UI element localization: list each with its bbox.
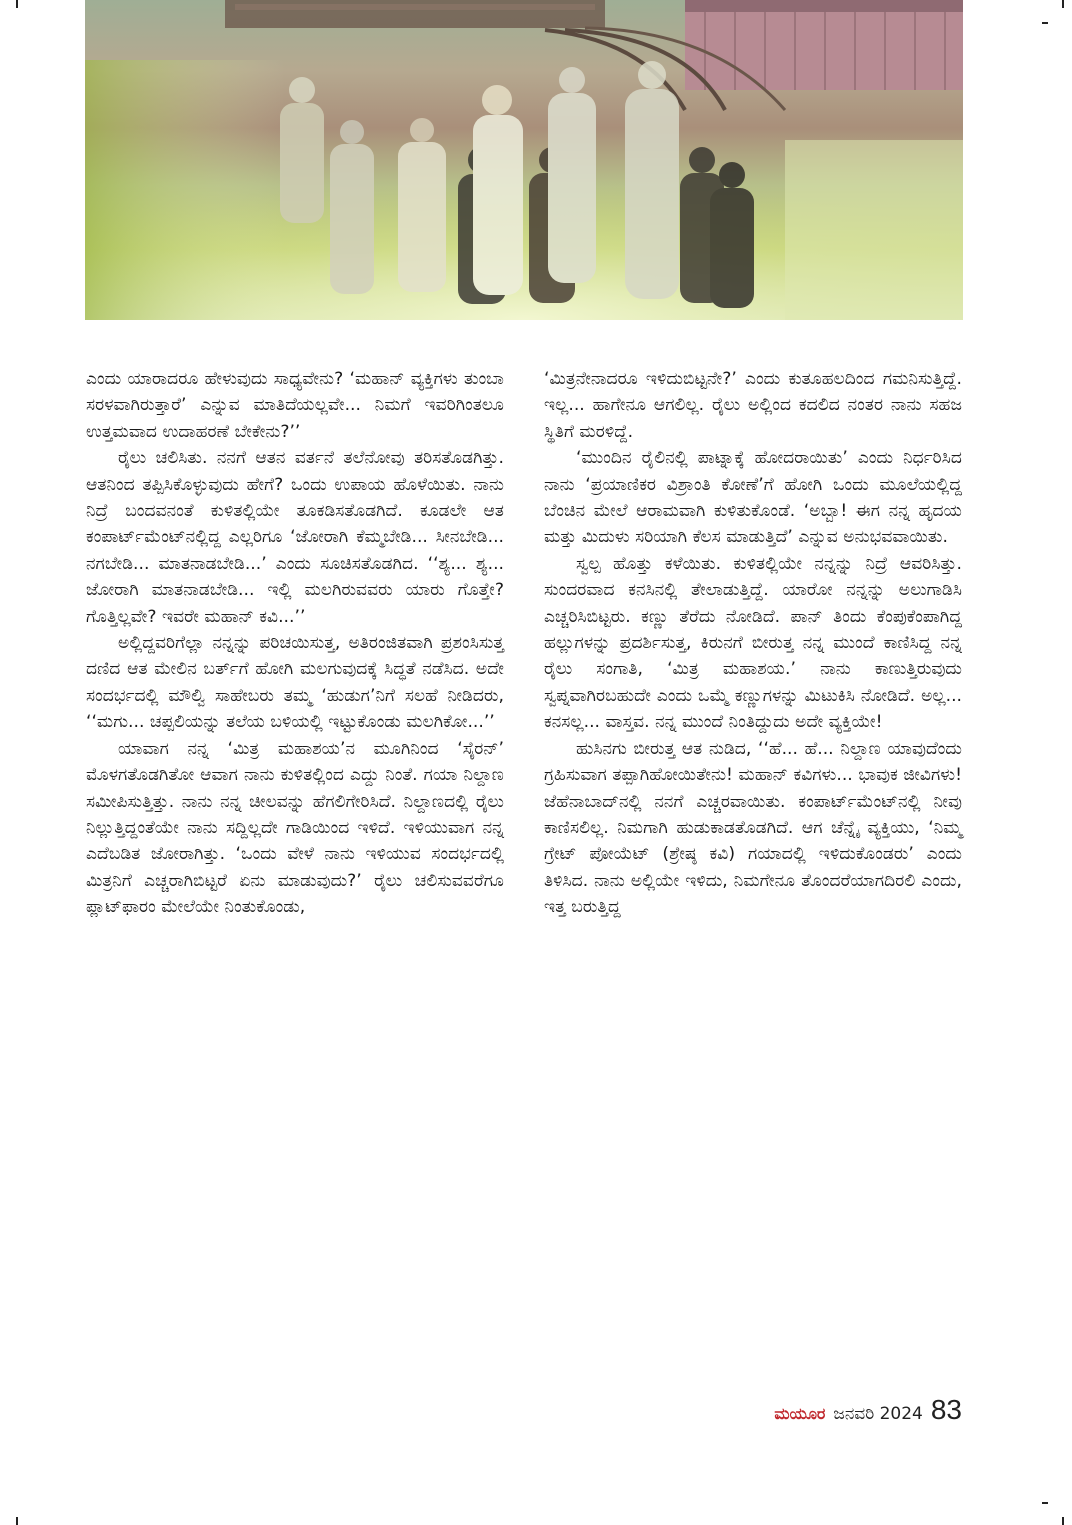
paragraph: ಅಲ್ಲಿದ್ದವರಿಗೆಲ್ಲಾ ನನ್ನನ್ನು ಪರಿಚಯಿಸುತ್ತ, ಅತಿರಂಜಿತವಾಗಿ ಪ್ರಶಂಸಿಸುತ್ತ ದಣಿದ ಆತ ಮೇಲಿನ ಬರ್ತ್‌ಗೆ ಹೋಗಿ ಮಲಗುವುದಕ್ಕೆ ಸಿದ್ಧತೆ ನಡೆಸಿದ. ಅದೇ ಸಂದರ್ಭದಲ್ಲಿ ಮೌಲ್ವಿ ಸಾಹೇಬರು ತಮ್ಮ ‘ಹುಡುಗ’ನಿಗೆ ಸಲಹೆ ನೀಡಿದರು, ‘‘ಮಗು... ಚಪ್ಪಲಿಯನ್ನು ತಲೆಯ ಬಳಿಯಲ್ಲಿ ಇಟ್ಟುಕೊಂಡು ಮಲಗಿಕೋ...’’ <box>86 633 504 733</box>
magazine-brand: ಮಯೂರ <box>774 1404 826 1423</box>
story-illustration <box>85 0 963 320</box>
paragraph: ‘ಮಿತ್ರನೇನಾದರೂ ಇಳಿದುಬಿಟ್ಟನೇ?’ ಎಂದು ಕುತೂಹಲದಿಂದ ಗಮನಿಸುತ್ತಿದ್ದೆ. ಇಲ್ಲ... ಹಾಗೇನೂ ಆಗಲಿಲ್ಲ. ರೈಲು ಅಲ್ಲಿಂದ ಕದಲಿದ ನಂತರ ನಾನು ಸಹಜ ಸ್ಥಿತಿಗೆ ಮರಳಿದ್ದೆ. <box>544 369 962 442</box>
article-column-left <box>86 366 504 921</box>
crop-mark <box>16 1517 18 1525</box>
issue-date: ಜನವರಿ 2024 <box>833 1404 923 1424</box>
people-at-railway-platform-illustration <box>85 0 963 320</box>
crop-mark <box>1042 1502 1048 1504</box>
crop-mark <box>1062 0 1064 8</box>
paragraph: ಎಂದು ಯಾರಾದರೂ ಹೇಳುವುದು ಸಾಧ್ಯವೇನು? ‘ಮಹಾನ್ ವ್ಯಕ್ತಿಗಳು ತುಂಬಾ ಸರಳವಾಗಿರುತ್ತಾರೆ’ ಎನ್ನುವ ಮಾತಿದೆಯಲ್ಲವೇ... ನಿಮಗೆ ಇವರಿಗಿಂತಲೂ ಉತ್ತಮವಾದ ಉದಾಹರಣೆ ಬೇಕೇನು?’’ <box>86 369 504 442</box>
page-number: 83 <box>930 1394 962 1425</box>
paragraph: ಸ್ವಲ್ಪ ಹೊತ್ತು ಕಳೆಯಿತು. ಕುಳಿತಲ್ಲಿಯೇ ನನ್ನನ್ನು ನಿದ್ರೆ ಆವರಿಸಿತ್ತು. ಸುಂದರವಾದ ಕನಸಿನಲ್ಲಿ ತೇಲಾಡುತ್ತಿದ್ದೆ. ಯಾರೋ ನನ್ನನ್ನು ಅಲುಗಾಡಿಸಿ ಎಚ್ಚರಿಸಿಬಿಟ್ಟರು. ಕಣ್ಣು ತೆರೆದು ನೋಡಿದೆ. ಪಾನ್ ತಿಂದು ಕೆಂಪುಕೆಂಪಾಗಿದ್ದ ಹಲ್ಲುಗಳನ್ನು ಪ್ರದರ್ಶಿಸುತ್ತ, ಕಿರುನಗೆ ಬೀರುತ್ತ ನನ್ನ ಮುಂದೆ ಕಾಣಿಸಿದ್ದ ನನ್ನ ರೈಲು ಸಂಗಾತಿ, ‘ಮಿತ್ರ ಮಹಾಶಯ.’ ನಾನು ಕಾಣುತ್ತಿರುವುದು ಸ್ವಪ್ನವಾಗಿರಬಹುದೇ ಎಂದು ಒಮ್ಮೆ ಕಣ್ಣುಗಳನ್ನು ಮಿಟುಕಿಸಿ ನೋಡಿದೆ. ಅಲ್ಲ... ಕನಸಲ್ಲ... ವಾಸ್ತವ. ನನ್ನ ಮುಂದೆ ನಿಂತಿದ್ದುದು ಅದೇ ವ್ಯಕ್ತಿಯೇ! <box>544 553 962 733</box>
crop-mark <box>1062 1517 1064 1525</box>
article-column-right <box>544 366 962 921</box>
paragraph: ಹುಸಿನಗು ಬೀರುತ್ತ ಆತ ನುಡಿದ, ‘‘ಹೆ... ಹೆ... ನಿಲ್ದಾಣ ಯಾವುದೆಂದು ಗ್ರಹಿಸುವಾಗ ತಪ್ಪಾಗಿಹೋಯಿತೇನು! ಮಹಾನ್ ಕವಿಗಳು... ಭಾವುಕ ಜೀವಿಗಳು! ಜೆಹೆನಾಬಾದ್‌ನಲ್ಲಿ ನನಗೆ ಎಚ್ಚರವಾಯಿತು. ಕಂಪಾರ್ಟ್‌ಮೆಂಟ್‌ನಲ್ಲಿ ನೀವು ಕಾಣಿಸಲಿಲ್ಲ. ನಿಮಗಾಗಿ ಹುಡುಕಾಡತೊಡಗಿದೆ. ಆಗ ಚೆನ್ನೈ ವ್ಯಕ್ತಿಯು, ‘ನಿಮ್ಮ ಗ್ರೇಟ್ ಪೋಯೆಟ್ (ಶ್ರೇಷ್ಠ ಕವಿ) ಗಯಾದಲ್ಲಿ ಇಳಿದುಕೊಂಡರು’ ಎಂದು ತಿಳಿಸಿದ. ನಾನು ಅಲ್ಲಿಯೇ ಇಳಿದು, ನಿಮಗೇನೂ ತೊಂದರೆಯಾಗದಿರಲಿ ಎಂದು, ಇತ್ತ ಬರುತ್ತಿದ್ದ <box>544 738 962 918</box>
paragraph: ‘ಮುಂದಿನ ರೈಲಿನಲ್ಲಿ ಪಾಟ್ನಾಕ್ಕೆ ಹೋದರಾಯಿತು’ ಎಂದು ನಿರ್ಧರಿಸಿದ ನಾನು ‘ಪ್ರಯಾಣಿಕರ ವಿಶ್ರಾಂತಿ ಕೋಣೆ’ಗೆ ಹೋಗಿ ಒಂದು ಮೂಲೆಯಲ್ಲಿದ್ದ ಬೆಂಚಿನ ಮೇಲೆ ಆರಾಮವಾಗಿ ಕುಳಿತುಕೊಂಡೆ. ‘ಅಬ್ಬಾ! ಈಗ ನನ್ನ ಹೃದಯ ಮತ್ತು ಮಿದುಳು ಸರಿಯಾಗಿ ಕೆಲಸ ಮಾಡುತ್ತಿದೆ’ ಎನ್ನುವ ಅನುಭವವಾಯಿತು. <box>544 448 962 548</box>
paragraph: ಯಾವಾಗ ನನ್ನ ‘ಮಿತ್ರ ಮಹಾಶಯ’ನ ಮೂಗಿನಿಂದ ‘ಸೈರನ್’ ಮೊಳಗತೊಡಗಿತೋ ಆವಾಗ ನಾನು ಕುಳಿತಲ್ಲಿಂದ ಎದ್ದು ನಿಂತೆ. ಗಯಾ ನಿಲ್ದಾಣ ಸಮೀಪಿಸುತ್ತಿತ್ತು. ನಾನು ನನ್ನ ಚೀಲವನ್ನು ಹೆಗಲಿಗೇರಿಸಿದೆ. ನಿಲ್ದಾಣದಲ್ಲಿ ರೈಲು ನಿಲ್ಲುತ್ತಿದ್ದಂತೆಯೇ ನಾನು ಸದ್ದಿಲ್ಲದೇ ಗಾಡಿಯಿಂದ ಇಳಿದೆ. ಇಳಿಯುವಾಗ ನನ್ನ ಎದೆಬಡಿತ ಜೋರಾಗಿತ್ತು. ‘ಒಂದು ವೇಳೆ ನಾನು ಇಳಿಯುವ ಸಂದರ್ಭದಲ್ಲಿ ಮಿತ್ರನಿಗೆ ಎಚ್ಚರಾಗಿಬಿಟ್ಟರೆ ಏನು ಮಾಡುವುದು?’ ರೈಲು ಚಲಿಸುವವರೆಗೂ ಪ್ಲಾಟ್‌ಫಾರಂ ಮೇಲೆಯೇ ನಿಂತುಕೊಂಡು, <box>86 738 504 918</box>
crop-mark <box>16 0 18 8</box>
paragraph: ರೈಲು ಚಲಿಸಿತು. ನನಗೆ ಆತನ ವರ್ತನೆ ತಲೆನೋವು ತರಿಸತೊಡಗಿತ್ತು. ಆತನಿಂದ ತಪ್ಪಿಸಿಕೊಳ್ಳುವುದು ಹೇಗೆ? ಒಂದು ಉಪಾಯ ಹೊಳೆಯಿತು. ನಾನು ನಿದ್ರೆ ಬಂದವನಂತೆ ಕುಳಿತಲ್ಲಿಯೇ ತೂಕಡಿಸತೊಡಗಿದೆ. ಕೂಡಲೇ ಆತ ಕಂಪಾರ್ಟ್‌ಮೆಂಟ್‌ನಲ್ಲಿದ್ದ ಎಲ್ಲರಿಗೂ ‘ಜೋರಾಗಿ ಕೆಮ್ಮಬೇಡಿ... ಸೀನಬೇಡಿ... ನಗಬೇಡಿ... ಮಾತನಾಡಬೇಡಿ...’ ಎಂದು ಸೂಚಿಸತೊಡಗಿದ. ‘‘ಶ್ಯ... ಶ್ಯ... ಜೋರಾಗಿ ಮಾತನಾಡಬೇಡಿ... ಇಲ್ಲಿ ಮಲಗಿರುವವರು ಯಾರು ಗೊತ್ತೇ? ಗೊತ್ತಿಲ್ಲವೇ? ಇವರೇ ಮಹಾನ್ ಕವಿ...’’ <box>86 448 504 627</box>
crop-mark <box>1042 22 1048 24</box>
page-footer <box>774 1394 962 1426</box>
